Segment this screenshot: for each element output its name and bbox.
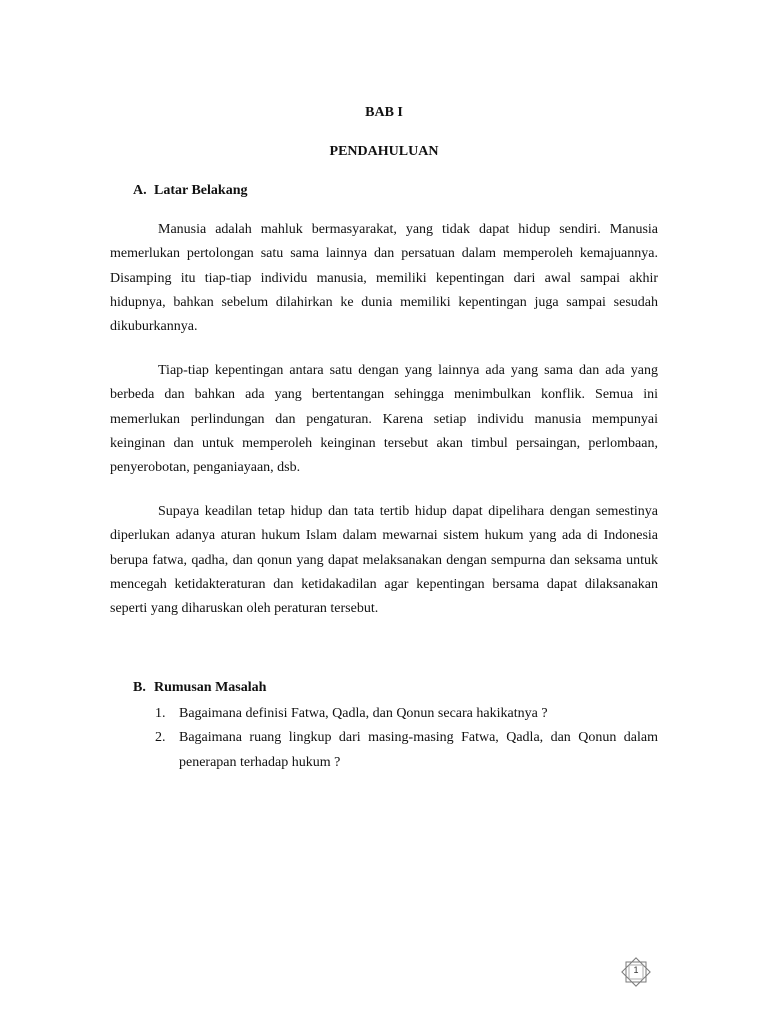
list-item-number: 2.: [155, 730, 166, 746]
list-item: [155, 702, 658, 726]
section-a-marker: A.: [133, 183, 147, 198]
section-b-title: Rumusan Masalah: [154, 680, 267, 695]
list-item-text: Bagaimana definisi Fatwa, Qadla, dan Qonun secara hakikatnya ?: [179, 706, 548, 721]
list-item-number: 1.: [155, 706, 166, 721]
list-item-text: Bagaimana ruang lingkup dari masing-masing Fatwa, Qadla, dan Qonun dalam penerapan terhadap hukum ?: [179, 730, 658, 770]
body-paragraph: Manusia adalah mahluk bermasyarakat, yang tidak dapat hidup sendiri. Manusia memerlukan pertolongan satu sama lainnya dan persatuan dalam memperoleh kemajuannya. Disamping itu tiap-tiap individu manusia, memiliki kepentingan dari awal sampai akhir hidupnya, bahkan sebelum dilahirkan ke dunia memiliki kepentingan juga sampai sesudah dikuburkannya.: [110, 222, 658, 335]
page-number-badge: [619, 955, 653, 989]
problem-list: [155, 702, 658, 775]
page-number: 1: [633, 965, 639, 975]
chapter-title: PENDAHULUAN: [329, 144, 439, 159]
section-b-marker: B.: [133, 680, 146, 695]
list-item: [155, 726, 658, 775]
section-a-title: Latar Belakang: [154, 183, 248, 198]
body-paragraph: Tiap-tiap kepentingan antara satu dengan yang lainnya ada yang sama dan ada yang berbeda dan bahkan ada yang bertentangan sehingga menimbulkan konflik. Semua ini memerlukan perlindungan dan pengaturan. Karena setiap individu manusia mempunyai keinginan dan untuk memperoleh keinginan tersebut akan timbul persaingan, perlombaan, penyerobotan, penganiayaan, dsb.: [110, 363, 658, 476]
section-b-heading: [133, 680, 266, 696]
chapter-heading: BAB I: [365, 105, 403, 120]
body-paragraph: Supaya keadilan tetap hidup dan tata tertib hidup dapat dipelihara dengan semestinya diperlukan adanya aturan hukum Islam dalam mewarnai sistem hukum yang ada di Indonesia berupa fatwa, qadha, dan qonun yang dapat melaksanakan dengan sempurna dan seksama untuk mencegah ketidakteraturan dan ketidakadilan agar kepentingan bersama dapat dilaksanakan seperti yang diharuskan oleh peraturan tersebut.: [110, 504, 658, 617]
section-a-heading: [133, 183, 247, 199]
